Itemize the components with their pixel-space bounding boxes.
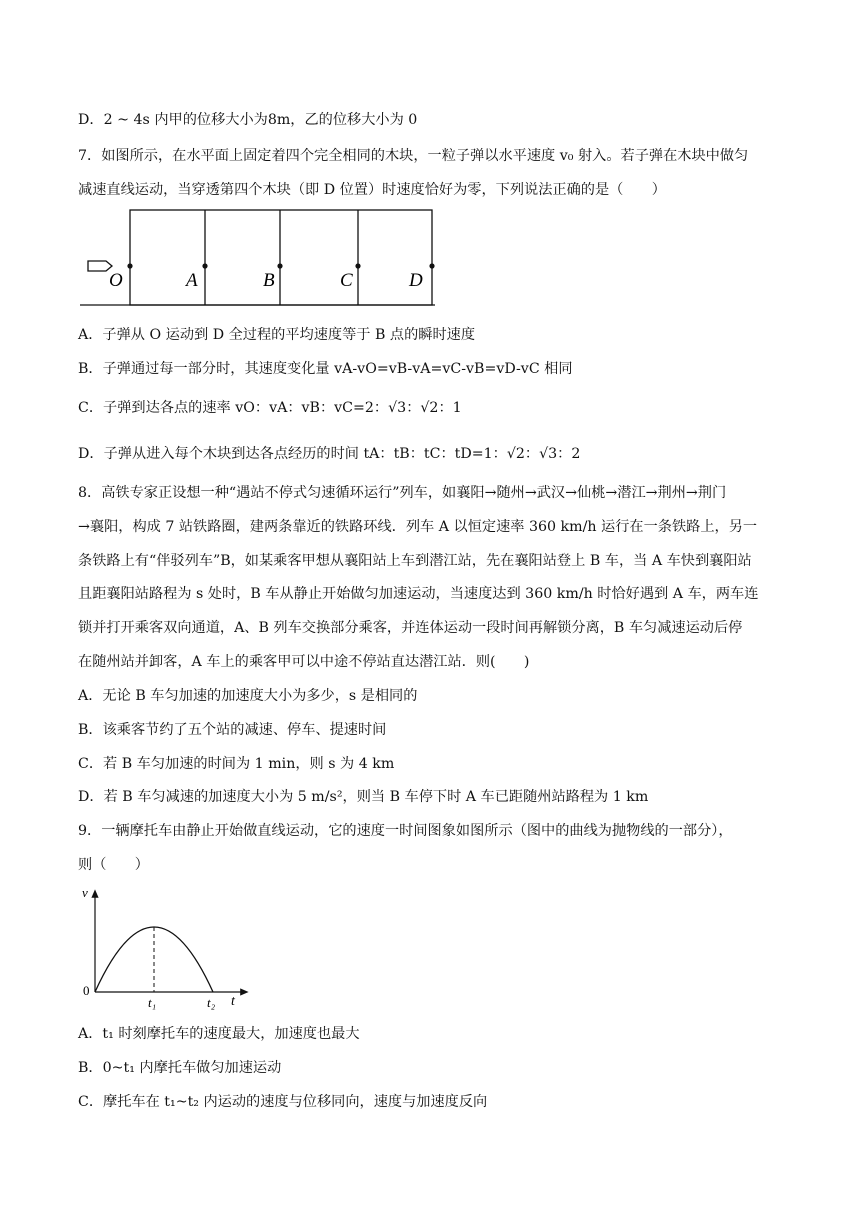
question-7-option-c: C．子弹到达各点的速率 vO：vA：vB：vC=2：√3：√2：1 bbox=[78, 400, 462, 416]
origin-label: 0 bbox=[83, 983, 90, 998]
question-7-stem-line1: 7．如图所示，在水平面上固定着四个完全相同的木块，一粒子弹以水平速度 v₀ 射入。若子弹在木块中做匀 bbox=[78, 148, 749, 164]
x-axis-label: t bbox=[231, 994, 235, 1009]
question-7-option-d: D．子弹从进入每个木块到达各点经历的时间 tA：tB：tC：tD=1：√2：√3：2 bbox=[78, 446, 581, 462]
y-axis-label: v bbox=[82, 885, 88, 900]
question-9-stem-line2: 则（ ） bbox=[78, 857, 149, 873]
point-A bbox=[202, 263, 207, 268]
question-8-option-d: D．若 B 车匀减速的加速度大小为 5 m/s²，则当 B 车停下时 A 车已距随州站路程为 1 km bbox=[78, 789, 649, 805]
question-8-stem-line6: 在随州站并卸客，A 车上的乘客甲可以中途不停站直达潜江站．则( ) bbox=[78, 654, 530, 670]
question-8-option-c: C．若 B 车匀加速的时间为 1 min，则 s 为 4 km bbox=[78, 756, 395, 772]
label-B: B bbox=[263, 270, 275, 291]
question-7-option-a: A．子弹从 O 运动到 D 全过程的平均速度等于 B 点的瞬时速度 bbox=[78, 327, 476, 343]
question-8-stem-line4: 且距襄阳站路程为 s 处时，B 车从静止开始做匀加速运动，当速度达到 360 km/h 时恰好遇到 A 车，两车连 bbox=[78, 586, 759, 602]
point-D bbox=[429, 263, 434, 268]
label-C: C bbox=[340, 270, 353, 291]
label-A: A bbox=[186, 270, 198, 291]
question-8-stem-line2: →襄阳，构成 7 站铁路圈，建两条靠近的铁路环线．列车 A 以恒定速率 360 km/h 运行在一条铁路上，另一 bbox=[78, 519, 758, 535]
label-D: D bbox=[409, 270, 423, 291]
question-9-stem-line1: 9．一辆摩托车由静止开始做直线运动，它的速度一时间图象如图所示（图中的曲线为抛物线的一部分）， bbox=[78, 823, 733, 839]
wood-blocks-figure bbox=[80, 205, 440, 315]
question-8-option-b: B．该乘客节约了五个站的减速、停车、提速时间 bbox=[78, 722, 387, 738]
point-B bbox=[277, 263, 282, 268]
question-9-option-b: B．0~t₁ 内摩托车做匀加速运动 bbox=[78, 1060, 282, 1076]
point-C bbox=[355, 263, 360, 268]
t2-label: t₂ bbox=[207, 995, 216, 1010]
question-9-option-a: A．t₁ 时刻摩托车的速度最大，加速度也最大 bbox=[78, 1026, 360, 1042]
t1-label: t₁ bbox=[148, 995, 157, 1010]
question-9-option-c: C．摩托车在 t₁~t₂ 内运动的速度与位移同向，速度与加速度反向 bbox=[78, 1094, 488, 1110]
question-8-stem-line3: 条铁路上有“伴驳列车”B，如某乘客甲想从襄阳站上车到潜江站，先在襄阳站登上 B 车，当 A 车快到襄阳站 bbox=[78, 553, 752, 569]
velocity-time-graph bbox=[80, 885, 255, 1010]
question-7-stem-line2: 减速直线运动，当穿透第四个木块（即 D 位置）时速度恰好为零，下列说法正确的是（ ） bbox=[78, 182, 666, 198]
option-6d: D．2 ~ 4s 内甲的位移大小为8m，乙的位移大小为 0 bbox=[78, 112, 418, 128]
question-8-stem-line5: 锁并打开乘客双向通道，A、B 列车交换部分乘客，并连体运动一段时间再解锁分离，B 车匀减速运动后停 bbox=[78, 620, 743, 636]
question-7-option-b: B．子弹通过每一部分时，其速度变化量 vA-vO=vB-vA=vC-vB=vD-vC 相同 bbox=[78, 361, 573, 377]
question-8-stem-line1: 8．高铁专家正设想一种“遇站不停式匀速循环运行”列车，如襄阳→随州→武汉→仙桃→潜江→荆州→荆门 bbox=[78, 485, 727, 501]
label-O: O bbox=[109, 270, 123, 291]
point-O bbox=[127, 263, 132, 268]
question-8-option-a: A．无论 B 车匀加速的加速度大小为多少，s 是相同的 bbox=[78, 688, 418, 704]
